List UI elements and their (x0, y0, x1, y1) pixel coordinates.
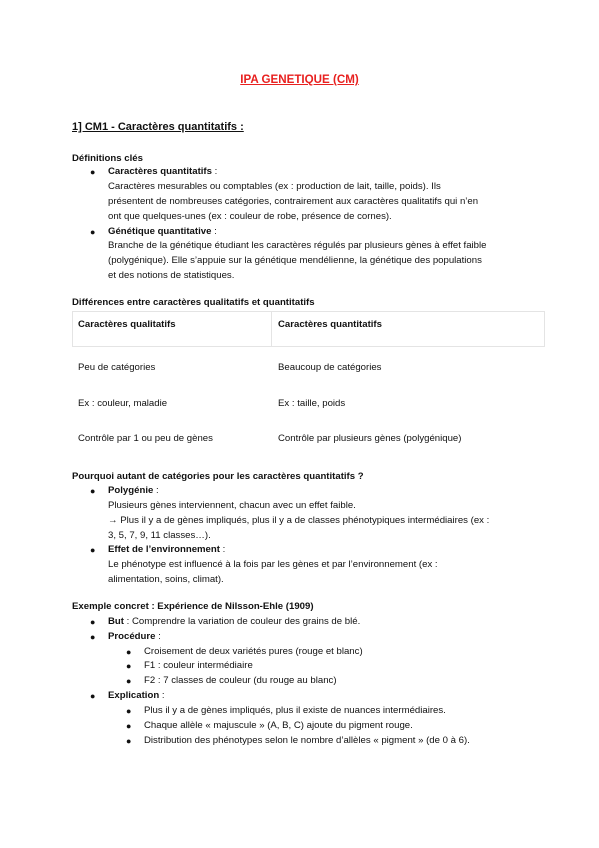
procedure-subitem: F2 : 7 classes de couleur (du rouge au blanc) (144, 675, 337, 686)
table-cell: Ex : taille, poids (278, 398, 346, 409)
procedure-subitem: Croisement de deux variétés pures (rouge et blanc) (144, 646, 363, 657)
definition-text-line: présentent de nombreuses catégories, contrairement aux caractères qualitatifs qui n’en (108, 196, 479, 207)
explication-subitem: Distribution des phénotypes selon le nombre d’allèles « pigment » (de 0 à 6). (144, 735, 470, 746)
procedure-item (108, 630, 161, 643)
bullet-icon: ● (126, 736, 132, 746)
pourquoi-text-line: alimentation, soins, climat). (108, 574, 224, 585)
definition-item (108, 225, 217, 238)
pourquoi-term: Polygénie (108, 485, 154, 496)
definition-text-line: (polygénique). Elle s’appuie sur la génétique mendélienne, la génétique des populations (108, 255, 482, 266)
explication-item (108, 689, 165, 702)
definition-term: Génétique quantitative (108, 226, 212, 237)
table-cell: Beaucoup de catégories (278, 362, 382, 373)
procedure-term: Procédure (108, 631, 156, 642)
definition-suffix: : (211, 226, 217, 237)
procedure-subitem: F1 : couleur intermédiaire (144, 660, 253, 671)
definitions-heading: Définitions clés (72, 153, 143, 164)
bullet-icon: ● (126, 661, 132, 671)
but-term: But (108, 616, 124, 627)
explication-subitem: Plus il y a de gènes impliqués, plus il existe de nuances intermédiaires. (144, 705, 446, 716)
pourquoi-term: Effet de l’environnement (108, 544, 220, 555)
table-cell: Ex : couleur, maladie (78, 398, 168, 409)
definition-text-line: Branche de la génétique étudiant les caractères régulés par plusieurs gènes à effet faible (108, 240, 487, 251)
pourquoi-text-line: Plusieurs gènes interviennent, chacun avec un effet faible. (108, 500, 356, 511)
differences-heading: Différences entre caractères qualitatifs et quantitatifs (72, 297, 315, 308)
column-header: Caractères qualitatifs (78, 319, 176, 330)
procedure-suffix: : (155, 631, 161, 642)
bullet-icon: ● (90, 486, 96, 496)
pourquoi-text-line: → Plus il y a de gènes impliqués, plus il y a de classes phénotypiques intermédiaires (ex : (108, 515, 490, 526)
definition-text-line: et des notions de statistiques. (108, 270, 235, 281)
pourquoi-text-line: 3, 5, 7, 9, 11 classes…). (108, 530, 211, 541)
bullet-icon: ● (90, 167, 96, 177)
pourquoi-item (108, 543, 225, 556)
table-cell: Contrôle par plusieurs gènes (polygénique) (278, 433, 462, 444)
definition-suffix: : (211, 166, 218, 177)
pourquoi-text-line: Le phénotype est influencé à la fois par les gènes et par l’environnement (ex : (108, 559, 438, 570)
pourquoi-item (108, 484, 159, 497)
bullet-icon: ● (90, 632, 96, 642)
bullet-icon: ● (126, 706, 132, 716)
section-heading-cm1: 1] CM1 - Caractères quantitatifs : (72, 121, 244, 133)
bullet-icon: ● (90, 227, 96, 237)
table-cell: Contrôle par 1 ou peu de gènes (78, 433, 213, 444)
definition-text-line: ont que quelques-unes (ex : couleur de robe, présence de cornes). (108, 211, 392, 222)
bullet-icon: ● (126, 647, 132, 657)
pourquoi-suffix: : (153, 485, 159, 496)
but-item (108, 615, 360, 628)
bullet-icon: ● (90, 545, 96, 555)
explication-term: Explication (108, 690, 160, 701)
exemple-heading: Exemple concret : Expérience de Nilsson-Ehle (1909) (72, 601, 314, 612)
column-header: Caractères quantitatifs (278, 319, 382, 330)
table-cell: Peu de catégories (78, 362, 156, 373)
bullet-icon: ● (126, 721, 132, 731)
explication-subitem: Chaque allèle « majuscule » (A, B, C) ajoute du pigment rouge. (144, 720, 413, 731)
bullet-icon: ● (126, 676, 132, 686)
bullet-icon: ● (90, 617, 96, 627)
definition-text-line: Caractères mesurables ou comptables (ex : production de lait, taille, poids). Ils (108, 181, 441, 192)
pourquoi-suffix: : (219, 544, 226, 555)
explication-suffix: : (159, 690, 165, 701)
definition-term: Caractères quantitatifs (108, 166, 212, 177)
pourquoi-heading: Pourquoi autant de catégories pour les caractères quantitatifs ? (72, 471, 364, 482)
document-title: IPA GENETIQUE (CM) (240, 73, 359, 86)
bullet-icon: ● (90, 691, 96, 701)
definition-item (108, 165, 217, 178)
table-divider (271, 312, 272, 346)
but-text: : Comprendre la variation de couleur des grains de blé. (123, 616, 361, 627)
